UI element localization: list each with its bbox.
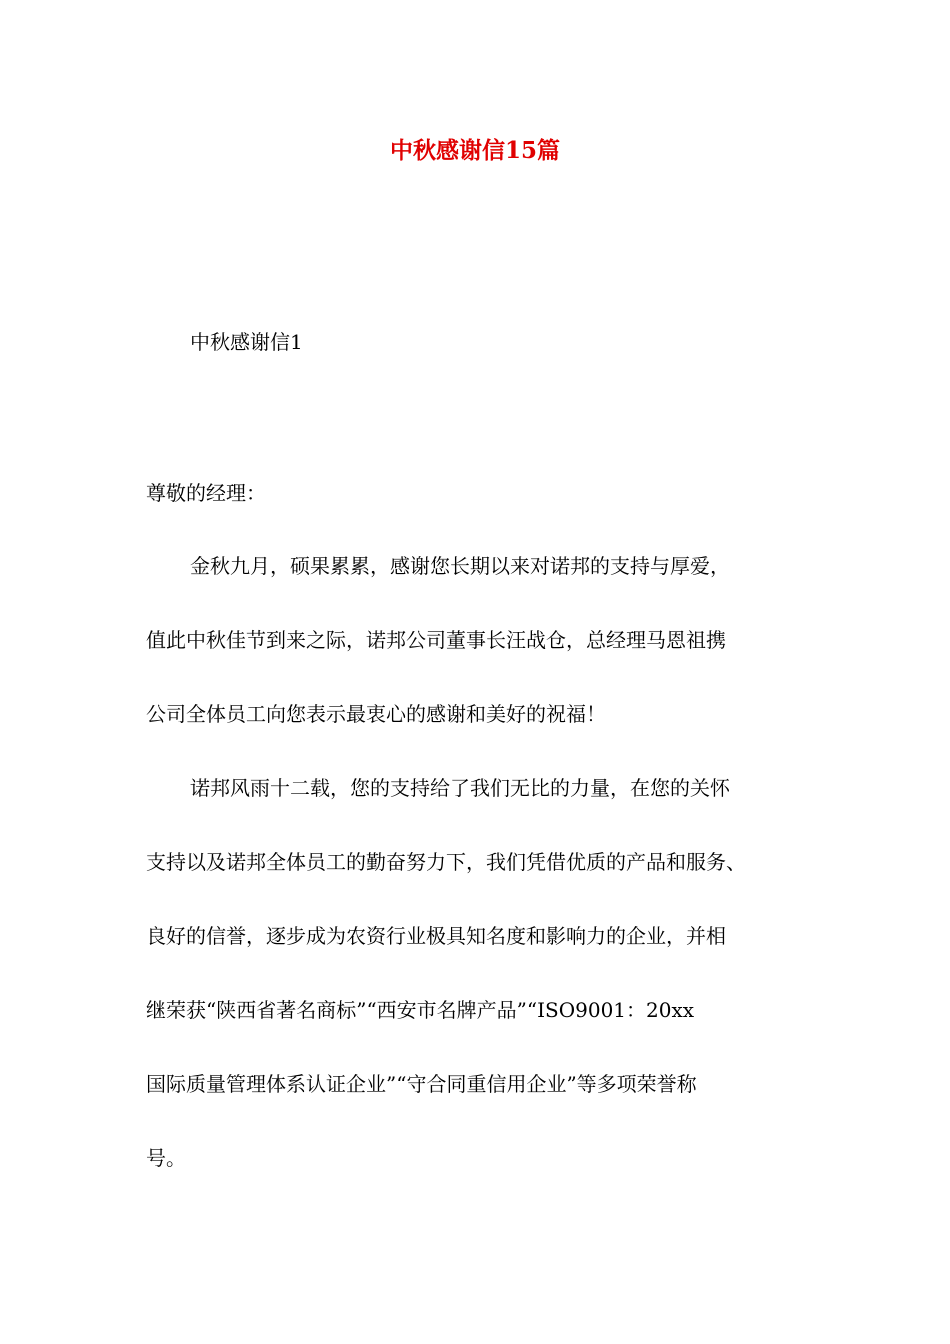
paragraph-line: 号。 [146,1146,186,1170]
paragraph-line: 值此中秋佳节到来之际，诺邦公司董事长汪战仓，总经理马恩祖携 [146,628,726,652]
paragraph-2 [146,770,836,1214]
paragraph-line: 国际质量管理体系认证企业”“守合同重信用企业”等多项荣誉称 [146,1072,697,1096]
paragraph-1 [146,548,836,770]
document-title: 中秋感谢信15篇 [389,137,560,164]
paragraph-line: 诺邦风雨十二载，您的支持给了我们无比的力量，在您的关怀 [190,776,730,800]
section-heading: 中秋感谢信1 [190,330,303,354]
paragraph-line: 公司全体员工向您表示最衷心的感谢和美好的祝福！ [146,702,606,726]
paragraph-line: 良好的信誉，逐步成为农资行业极具知名度和影响力的企业，并相 [146,924,726,948]
salutation: 尊敬的经理： [146,481,266,505]
paragraph-line: 金秋九月，硕果累累，感谢您长期以来对诺邦的支持与厚爱， [190,554,730,578]
paragraph-line: 支持以及诺邦全体员工的勤奋努力下，我们凭借优质的产品和服务、 [146,850,746,874]
paragraph-line: 继荣获“陕西省著名商标”“西安市名牌产品”“ISO9001：20xx [146,998,695,1022]
